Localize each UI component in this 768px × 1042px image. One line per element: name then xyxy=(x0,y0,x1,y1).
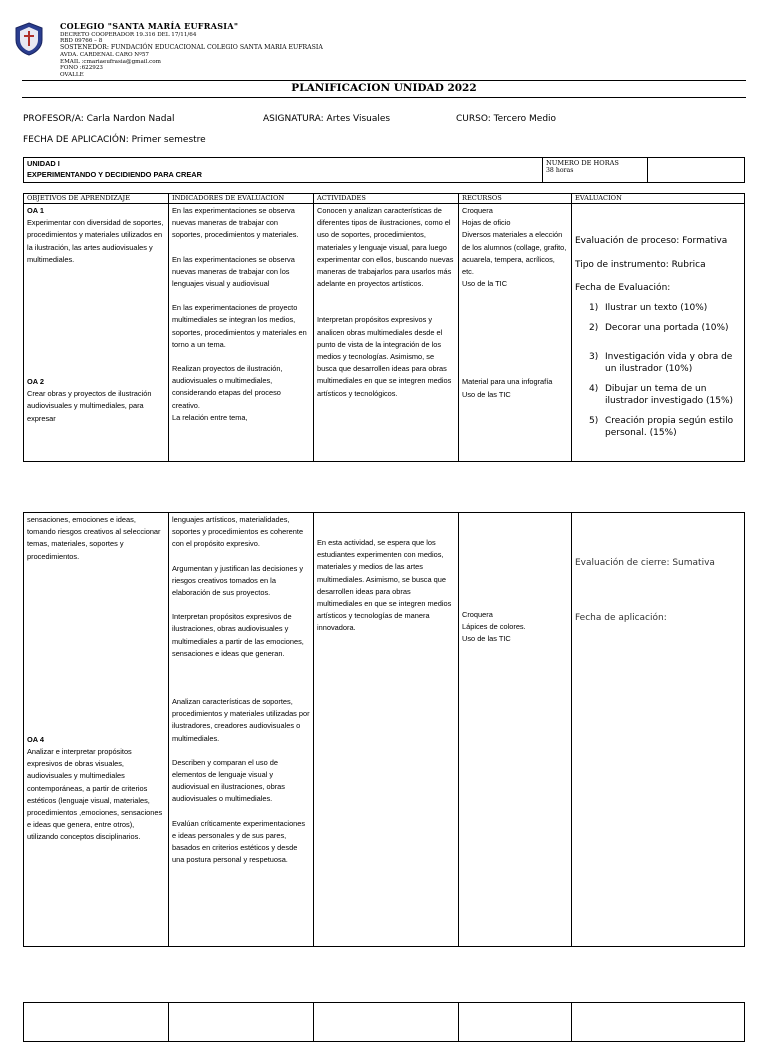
evaluation-date-label: Fecha de Evaluación: xyxy=(575,283,671,293)
empty-cell xyxy=(24,1003,169,1042)
indicator-text: En las experimentaciones se observa nuevas maneras de trabajar con soportes, procedimientos y materiales. xyxy=(172,206,299,240)
evaluation-item-text: Decorar una portada (10%) xyxy=(605,323,729,333)
planning-table-page1 xyxy=(23,193,745,462)
indicator-text: En las experimentaciones se observa nuevas maneras de trabajar con los lenguajes visual y audiovisual xyxy=(172,254,295,289)
evaluation-item xyxy=(589,415,741,439)
indicator-text: En las experimentaciones de proyecto multimediales se integran los medios, soportes, procedimientos y materiales en torno a un tema. xyxy=(172,303,307,349)
oa1-text: Experimentar con diversidad de soportes, procedimientos y materiales utilizados en la ilustración, las artes audiovisuales y multimediales. xyxy=(27,218,164,264)
oa1-code: OA 1 xyxy=(27,206,44,215)
school-city: OVALLE xyxy=(60,72,84,78)
school-sostenedor: SOSTENEDOR: FUNDACIÓN EDUCACIONAL COLEGIO SANTA MARIA EUFRASIA xyxy=(60,44,323,51)
evaluation-item-text: Dibujar un tema de un ilustrador investigado (15%) xyxy=(605,384,734,406)
content-row xyxy=(24,1003,745,1042)
hours-label: NUMERO DE HORAS xyxy=(546,159,619,167)
application-date-field: FECHA DE APLICACIÓN: Primer semestre xyxy=(23,135,206,145)
oa4-text: Analizar e interpretar propósitos expresivos de obras visuales, audiovisuales y multimediales contemporáneas, a partir de criterios estéticos (lenguaje visual, materiales, procedimientos ,emociones, sensaciones e ideas que genera, entre otros), utilizando conceptos disciplinarios. xyxy=(27,747,163,842)
unit-table xyxy=(23,157,745,183)
evaluation-cell xyxy=(572,204,745,462)
unit-name: EXPERIMENTANDO Y DECIDIENDO PARA CREAR xyxy=(27,170,202,179)
resource-item: Lápices de colores. xyxy=(462,622,526,632)
activities-cell xyxy=(314,204,459,462)
activity-text: Conocen y analizan características de diferentes tipos de ilustraciones, como el uso de soportes, procedimientos, materiales y lenguaje visual, para luego experimentar con ellos, buscando nuevas maneras de trabajarlos para usarlos más adelante en proyectos artísticos. xyxy=(317,206,454,289)
title-divider xyxy=(22,97,746,98)
activity-text: En esta actividad, se espera que los estudiantes experimenten con medios, materiales y medios de las artes multimediales. Asimismo, se busca que desarrollen ideas para obras multimediales en que se integren medios artísticos y tecnologías de manera innovadora. xyxy=(317,538,452,633)
evaluation-item-text: Creación propia según estilo personal. (15%) xyxy=(605,416,734,438)
indicator-text: Realizan proyectos de ilustración, audiovisuales o multimediales, considerando etapas del proceso creativo. xyxy=(172,364,283,410)
document-title: PLANIFICACION UNIDAD 2022 xyxy=(291,82,477,94)
objectives-cell xyxy=(24,204,169,462)
teacher-field: PROFESOR/A: Carla Nardon Nadal xyxy=(23,114,175,124)
evaluation-process: Evaluación de proceso: Formativa xyxy=(575,236,728,246)
evaluation-item-number: 2) xyxy=(589,323,599,333)
resources-cell xyxy=(459,204,572,462)
evaluation-instrument: Tipo de instrumento: Rubrica xyxy=(575,260,706,270)
evaluation-item-number: 5) xyxy=(589,416,599,426)
resource-item: Hojas de oficio xyxy=(462,218,511,228)
col-header-resources: RECURSOS xyxy=(459,194,572,204)
resource-item: Croquera xyxy=(462,206,493,215)
planning-table-page2 xyxy=(23,512,745,947)
unit-label: UNIDAD I xyxy=(27,159,60,168)
evaluation-item-number: 1) xyxy=(589,303,599,313)
col-header-activities: ACTIVIDADES xyxy=(314,194,459,204)
indicator-text: Argumentan y justifican las decisiones y riesgos creativos tomados en la elaboración de sus proyectos. xyxy=(172,563,304,598)
hours-value: 38 horas xyxy=(546,167,574,174)
resource-item: Uso de las TIC xyxy=(462,389,511,399)
resource-item: Diversos materiales a elección de los alumnos (collage, grafito, acuarela, tempera, acrílicos, etc. xyxy=(462,230,567,277)
indicator-text: Describen y comparan el uso de elementos de lenguaje visual y audiovisual en ilustraciones, obras audiovisuales o multimediales. xyxy=(172,757,285,804)
evaluation-item xyxy=(589,351,741,375)
evaluation-item xyxy=(589,322,741,334)
objectives-cell xyxy=(24,513,169,947)
empty-cell xyxy=(459,1003,572,1042)
evaluation-item-number: 3) xyxy=(589,352,599,362)
oa2-text: Crear obras y proyectos de ilustración audiovisuales y multimediales, para expresar xyxy=(27,389,152,423)
indicators-cell xyxy=(169,513,314,947)
unit-cell xyxy=(24,158,543,183)
subject-field: ASIGNATURA: Artes Visuales xyxy=(263,114,391,124)
evaluation-item xyxy=(589,383,741,407)
empty-cell xyxy=(572,1003,745,1042)
empty-cell xyxy=(169,1003,314,1042)
resource-item: Material para una infografía xyxy=(462,377,553,387)
school-seal-logo xyxy=(15,22,43,56)
header-divider xyxy=(22,80,746,81)
school-phone: FONO :622923 xyxy=(60,65,103,71)
resource-item: Uso de la TIC xyxy=(462,279,508,289)
school-decree: DECRETO COOPERADOR 19.316 DEL 17/11/64 xyxy=(60,32,197,38)
evaluation-application-date: Fecha de aplicación: xyxy=(575,613,667,623)
hours-empty-cell xyxy=(648,158,745,183)
resource-item: Uso de las TIC xyxy=(462,634,511,644)
activity-text: Interpretan propósitos expresivos y analicen obras multimediales desde el punto de vista de la integración de los medios y tecnologías. Asimismo, se busca que desarrollen ideas para obras multimediales en que se integren medios artísticos y tecnológicos. xyxy=(317,315,452,398)
column-header-row xyxy=(24,194,745,204)
school-email: EMAIL :cmariaeufrasia@gmail.com xyxy=(60,59,161,65)
indicator-text: Analizan características de soportes, procedimientos y materiales utilizadas por ilustradores, creadores audiovisuales o multimediales. xyxy=(172,697,310,743)
indicators-cell xyxy=(169,204,314,462)
evaluation-item xyxy=(589,302,741,314)
evaluation-cell xyxy=(572,513,745,947)
evaluation-item-number: 4) xyxy=(589,384,599,394)
resource-item: Croquera xyxy=(462,610,493,619)
empty-cell xyxy=(314,1003,459,1042)
indicator-text: Interpretan propósitos expresivos de ilustraciones, obras audiovisuales y multimediales a partir de las emociones, sensaciones e ideas que generan. xyxy=(172,612,304,658)
objective-continuation: sensaciones, emociones e ideas, tomando riesgos creativos al seleccionar temas, materiales, soportes y procedimientos. xyxy=(27,515,161,561)
content-row xyxy=(24,204,745,462)
oa2-code: OA 2 xyxy=(27,377,44,387)
col-header-indicators: INDICADORES DE EVALUACION xyxy=(169,194,314,204)
evaluation-item-text: Investigación vida y obra de un ilustrador (10%) xyxy=(605,352,733,374)
hours-cell xyxy=(543,158,648,183)
evaluation-item-text: Ilustrar un texto (10%) xyxy=(605,303,708,313)
activities-cell xyxy=(314,513,459,947)
col-header-objectives: OBJETIVOS DE APRENDIZAJE xyxy=(24,194,169,204)
school-address: AVDA. CARDENAL CARO Nº57 xyxy=(60,52,149,58)
planning-table-page3 xyxy=(23,1002,745,1042)
school-rbd: RBD 09766 – 8 xyxy=(60,38,103,44)
resources-cell xyxy=(459,513,572,947)
evaluation-closing: Evaluación de cierre: Sumativa xyxy=(575,558,715,568)
col-header-evaluation: EVALUACION xyxy=(572,194,745,204)
indicator-text: La relación entre tema, xyxy=(172,412,248,422)
indicator-text: Evalúan críticamente experimentaciones e ideas personales y de sus pares, basados en criterios estéticos y desde una postura personal y respetuosa. xyxy=(172,818,306,865)
oa4-code: OA 4 xyxy=(27,734,44,744)
school-name: COLEGIO "SANTA MARÍA EUFRASIA" xyxy=(60,21,239,31)
indicator-text: lenguajes artísticos, materialidades, soportes y procedimientos es coherente con el propósito expresivo. xyxy=(172,515,304,549)
course-field: CURSO: Tercero Medio xyxy=(456,114,557,124)
content-row xyxy=(24,513,745,947)
